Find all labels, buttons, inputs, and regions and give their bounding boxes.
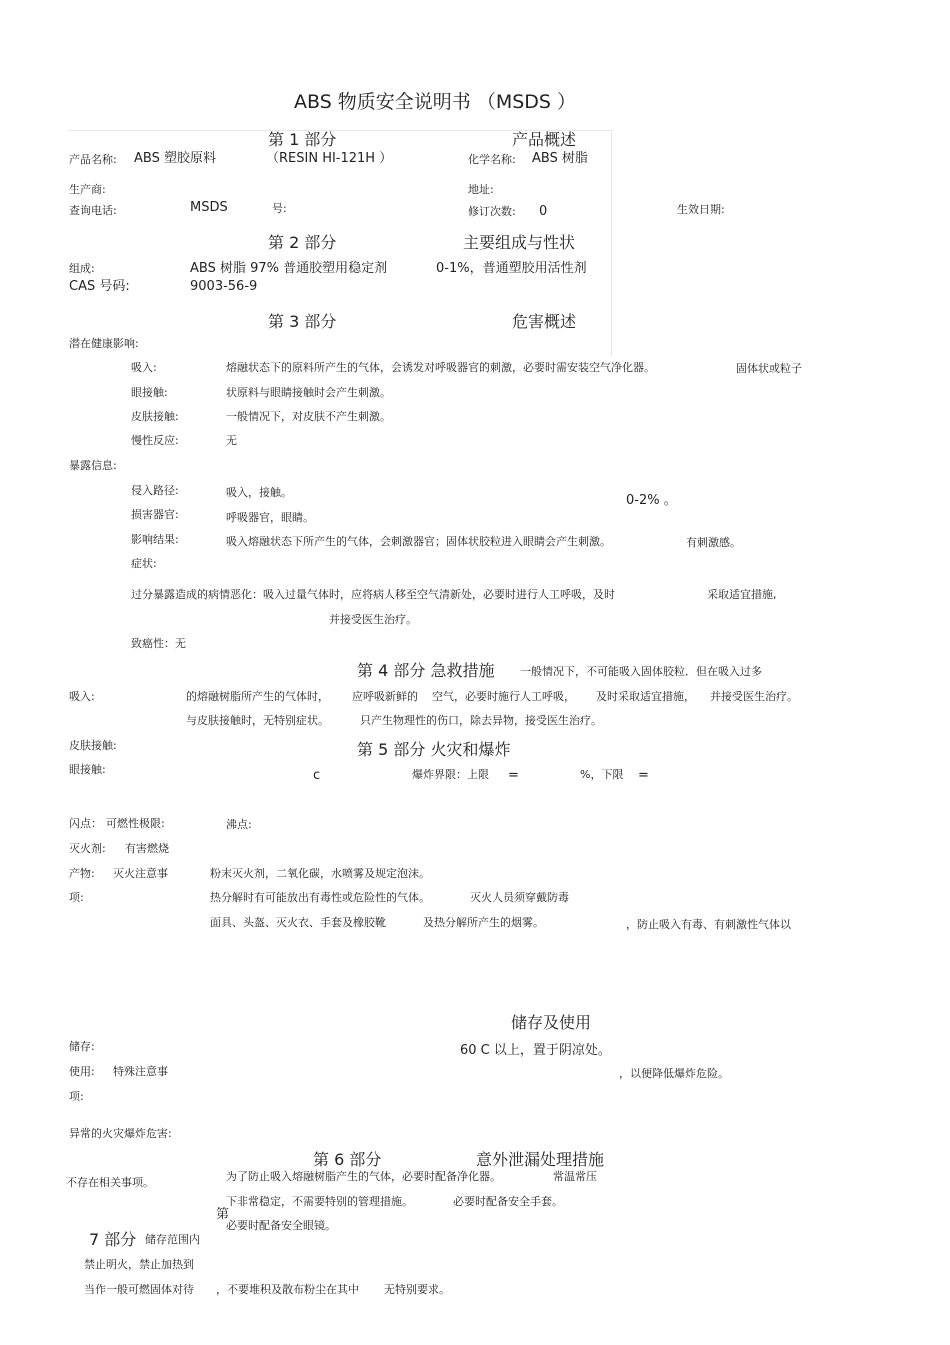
no-related-items: 不存在相关事项。 <box>66 1176 154 1189</box>
composition-label: 组成: <box>69 262 95 275</box>
route-text: 吸入，接触。 <box>226 486 292 499</box>
skin-contact-label: 皮肤接触: <box>131 410 179 423</box>
revision-label: 修订次数: <box>468 205 516 218</box>
no-special-requirement-text: 无特别要求。 <box>384 1283 450 1296</box>
overexposure-text: 过分暴露造成的病情恶化：吸入过量气体时，应将病人移至空气清新处，必要时进行人工呼吸，及时 <box>131 588 615 601</box>
protective-gear-text: 面具、头盔、灭火衣、手套及橡胶靴 <box>210 916 386 929</box>
section-6-heading: 意外泄漏处理措施 <box>476 1150 605 1169</box>
first-aid-skin-b: 只产生物理性的伤口，除去异物，接受医生治疗。 <box>360 714 602 727</box>
composition-value-2: 0-1%，普通塑胶用活性剂 <box>436 261 587 276</box>
storage-range-text: 储存范围内 <box>145 1233 200 1246</box>
section-5-heading: 第 5 部分 火灾和爆炸 <box>357 740 511 759</box>
chem-name-label: 化学名称: <box>468 153 516 166</box>
section-2-heading: 主要组成与性状 <box>463 233 576 252</box>
cas-label: CAS 号码: <box>69 279 130 294</box>
fire-item-label: 项: <box>69 891 84 904</box>
section-6-label: 第 6 部分 <box>313 1150 382 1169</box>
section-3-label: 第 3 部分 <box>268 312 337 331</box>
storage-heading: 储存及使用 <box>511 1013 592 1032</box>
stable-text: 下非常稳定，不需要特别的管理措施。 <box>226 1195 413 1208</box>
section-7-label: 7 部分 <box>89 1230 137 1249</box>
percent-text: 0-2% 。 <box>626 493 677 508</box>
first-aid-inhale-c: 空气，必要时施行人工呼吸， <box>432 690 575 703</box>
first-aid-inhale-b: 应呼吸新鲜的 <box>352 690 418 703</box>
phone-label: 查询电话: <box>69 204 117 217</box>
inhale-tail: 固体状或粒子 <box>736 362 802 375</box>
leak-prevent-text: 为了防止吸入熔融树脂产生的气体，必要时配备净化器。 <box>226 1170 501 1183</box>
section-3-heading: 危害概述 <box>512 312 577 331</box>
manufacturer-label: 生产商: <box>69 183 106 196</box>
gloves-text: 必要时配备安全手套。 <box>453 1195 563 1208</box>
section-1-label: 第 1 部分 <box>268 130 337 149</box>
chronic-text: 无 <box>226 434 237 447</box>
explosion-eq-2: = <box>638 768 649 783</box>
no-open-flame-text: 禁止明火，禁止加热到 <box>84 1258 194 1271</box>
route-label: 侵入路径: <box>131 484 179 497</box>
normal-conditions-text: 常温常压 <box>553 1170 597 1183</box>
effect-tail: 有刺激感。 <box>686 536 741 549</box>
explosion-eq-1: = <box>508 768 519 783</box>
carcinogenicity: 致癌性：无 <box>131 637 186 650</box>
treat-as-solid-text: 当作一般可燃固体对待 <box>84 1283 194 1296</box>
usage-label: 使用: <box>69 1065 95 1078</box>
flash-point-label: 闪点： <box>69 817 102 830</box>
abnormal-hazard-label: 异常的火灾爆炸危害: <box>69 1127 172 1140</box>
special-notes-label: 特殊注意事 <box>113 1065 168 1078</box>
chronic-label: 慢性反应: <box>131 434 179 447</box>
number-label: 号: <box>272 202 287 215</box>
product-label: 产物: <box>69 867 95 880</box>
boiling-point-label: 沸点: <box>226 818 252 831</box>
section-di-char: 第 <box>216 1207 230 1222</box>
eye-contact-label: 眼接触: <box>131 386 168 399</box>
prevent-inhale-text: ，防止吸入有毒、有刺激性气体以 <box>626 918 791 931</box>
overexposure-tail: 采取适宜措施, <box>707 588 777 601</box>
no-pile-dust-text: ，不要堆积及散布粉尘在其中 <box>216 1283 359 1296</box>
revision-value: 0 <box>539 204 548 219</box>
fumes-text: 及热分解所产生的烟雾。 <box>423 916 544 929</box>
exposure-label: 暴露信息: <box>69 459 117 472</box>
hazardous-combustion: 有害燃烧 <box>125 842 169 855</box>
glasses-text: 必要时配备安全眼镜。 <box>226 1219 336 1232</box>
first-aid-inhale-a: 的熔融树脂所产生的气体时， <box>186 690 329 703</box>
section-1-heading: 产品概述 <box>512 130 577 149</box>
extinguisher-label: 灭火剂: <box>69 842 106 855</box>
product-name-label: 产品名称: <box>69 153 117 166</box>
organ-text: 呼吸器官，眼睛。 <box>226 511 314 524</box>
eye-contact-text: 状原料与眼睛接触时会产生刺激。 <box>226 386 391 399</box>
explosion-limit-label: 爆炸界限：上限 <box>412 768 489 781</box>
resin-code: （RESIN HI-121H ） <box>266 151 393 166</box>
organ-label: 损害器官: <box>131 508 179 521</box>
first-aid-inhale-label: 吸入: <box>69 690 95 703</box>
chem-name-value: ABS 树脂 <box>532 151 588 166</box>
effect-text: 吸入熔融状态下所产生的气体，会刺激器官；固体状胶粒进入眼睛会产生刺激。 <box>226 535 611 548</box>
section-2-label: 第 2 部分 <box>268 233 337 252</box>
symptom-label: 症状: <box>131 557 157 570</box>
effect-label: 影响结果: <box>131 533 179 546</box>
storage-temp-text: 60 C 以上，置于阴凉处。 <box>460 1043 611 1058</box>
first-aid-inhale-d: 及时采取适宜措施， <box>596 690 695 703</box>
msds-text: MSDS <box>190 200 228 215</box>
storage-item-label: 项: <box>69 1090 84 1103</box>
skin-contact-text: 一般情况下，对皮肤不产生刺激。 <box>226 410 391 423</box>
lower-limit-label: %，下限 <box>580 768 624 781</box>
composition-value: ABS 树脂 97% 普通胶塑用稳定剂 <box>190 261 388 276</box>
first-aid-inhale-e: 并接受医生治疗。 <box>710 690 798 703</box>
celsius-c: c <box>313 768 321 783</box>
firefighter-text: 灭火人员须穿戴防毒 <box>470 891 569 904</box>
page-title: ABS 物质安全说明书 （MSDS ） <box>294 91 577 113</box>
first-aid-eye-label: 眼接触: <box>69 763 106 776</box>
health-label: 潜在健康影响: <box>69 337 139 350</box>
first-aid-intro: 一般情况下，不可能吸入固体胶粒．但在吸入过多 <box>520 665 762 678</box>
first-aid-skin-a: 与皮肤接触时，无特别症状。 <box>186 714 329 727</box>
cas-value: 9003-56-9 <box>190 279 258 294</box>
extinguisher-text: 粉末灭火剂，二氧化碳，水喷雾及规定泡沫。 <box>210 867 430 880</box>
overexposure-line-2: 并接受医生治疗。 <box>329 613 417 626</box>
reduce-risk-text: ，以便降低爆炸危险。 <box>619 1067 729 1080</box>
effective-date-label: 生效日期: <box>677 203 725 216</box>
flammable-limit-label: 可燃性极限: <box>106 817 165 830</box>
first-aid-skin-label: 皮肤接触: <box>69 739 117 752</box>
fire-notes-label: 灭火注意事 <box>113 867 168 880</box>
inhale-text: 熔融状态下的原料所产生的气体，会诱发对呼吸器官的刺激，必要时需安装空气净化器。 <box>226 361 655 374</box>
address-label: 地址: <box>468 183 494 196</box>
product-name-value: ABS 塑胶原料 <box>134 151 216 166</box>
decomposition-text: 热分解时有可能放出有毒性或危险性的气体。 <box>210 891 430 904</box>
section-4-heading: 第 4 部分 急救措施 <box>357 661 495 680</box>
storage-label: 储存: <box>69 1040 95 1053</box>
inhale-label: 吸入: <box>131 361 157 374</box>
